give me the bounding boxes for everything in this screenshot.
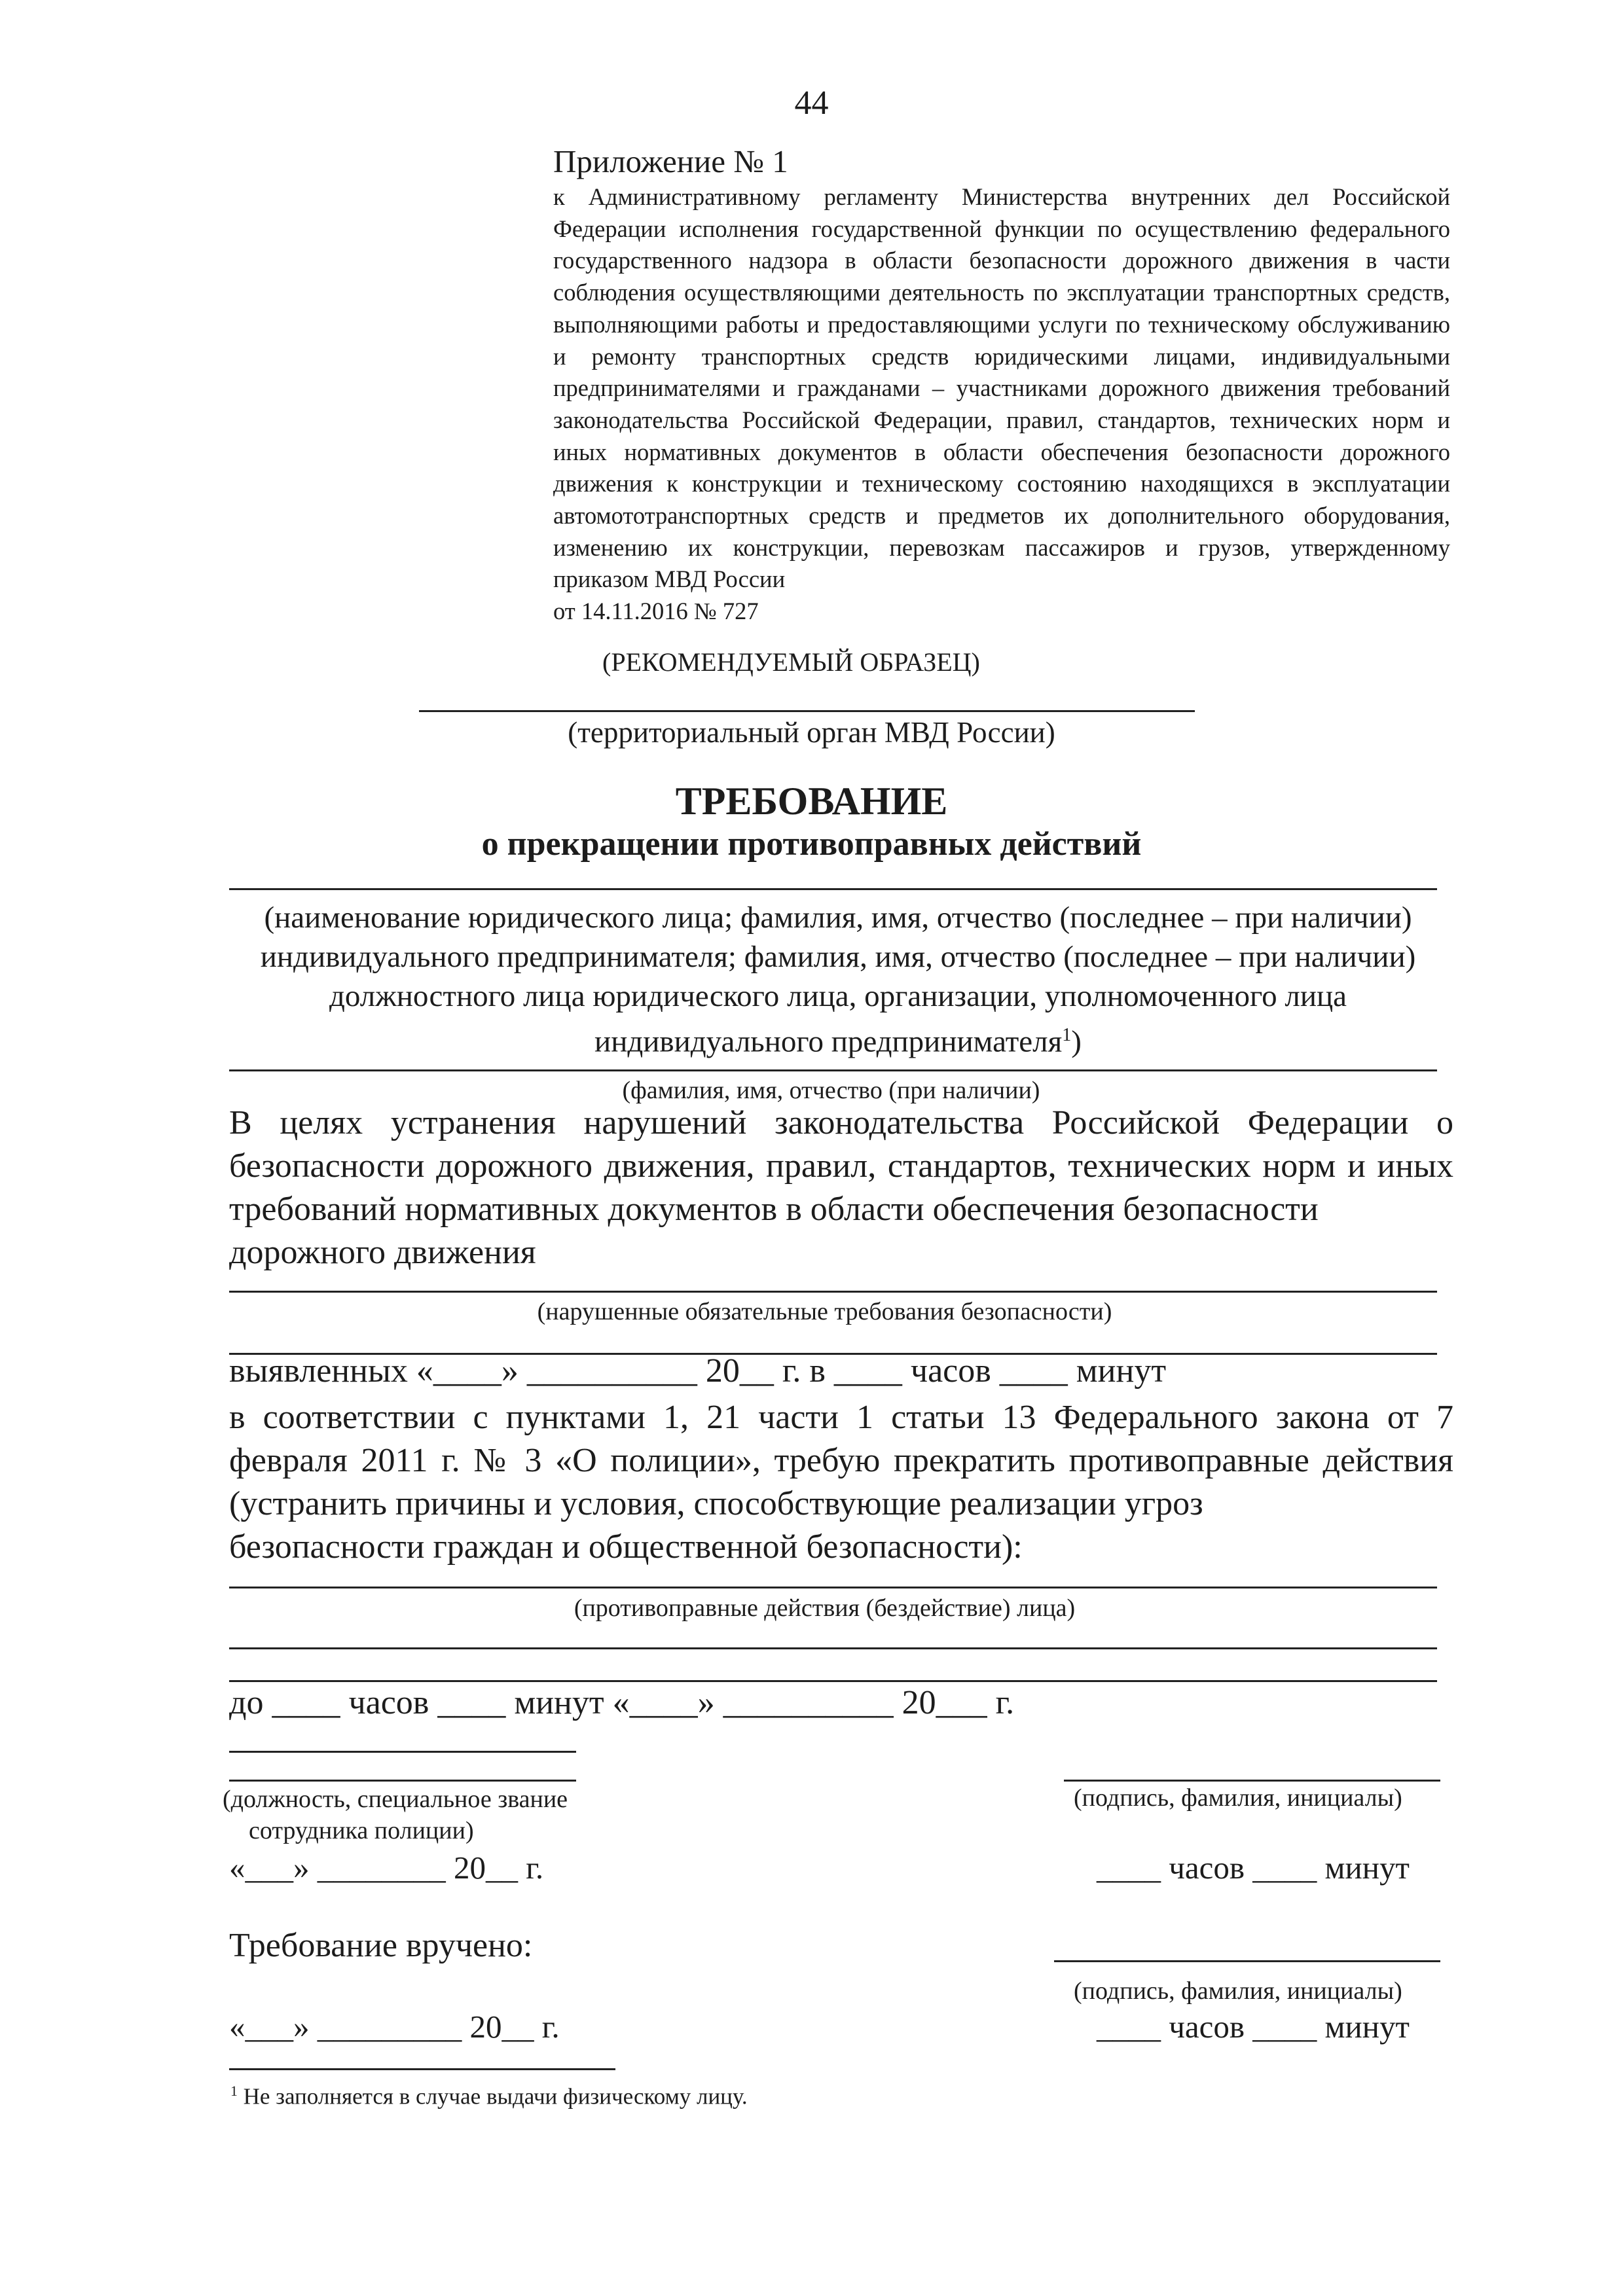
position-caption-line-1: (должность, специальное звание <box>223 1785 568 1813</box>
footnote-mark: 1 <box>230 2083 238 2099</box>
page-number: 44 <box>794 84 829 122</box>
violation-line <box>229 1291 1437 1293</box>
document-subtitle: о прекращении противоправных действий <box>481 825 1142 863</box>
entity-caption-line-3: должностного лица юридического лица, организации, уполномоченного лица <box>329 979 1347 1013</box>
law-paragraph-text: в соответствии с пунктами 1, 21 части 1 статьи 13 Федерального закона от 7 февраля 2011 г. № 3 «О полиции», требую прекратить противоправные действия (устранить причины и условия, способствующие реализации угроз <box>229 1399 1453 1522</box>
position-caption-line-2: сотрудника полиции) <box>249 1817 474 1844</box>
unlawful-extra-line-2 <box>229 1680 1437 1682</box>
footnote-text: Не заполняется в случае выдачи физическому лицу. <box>237 2083 748 2109</box>
law-paragraph <box>229 1396 1453 1569</box>
law-paragraph-last-line: безопасности граждан и общественной безопасности): <box>229 1528 1023 1566</box>
footnote-separator <box>229 2068 615 2070</box>
territorial-organ-caption: (территориальный орган МВД России) <box>568 716 1055 749</box>
officer-signature-caption: (подпись, фамилия, инициалы) <box>1074 1784 1402 1812</box>
recipient-signature-caption: (подпись, фамилия, инициалы) <box>1074 1977 1402 2005</box>
appendix-body <box>553 181 1450 628</box>
entity-name-caption <box>223 898 1453 1062</box>
recipient-date-line: «___» _________ 20__ г. <box>229 2009 560 2045</box>
officer-date-line: «___» ________ 20__ г. <box>229 1850 544 1886</box>
position-line-1 <box>229 1751 576 1753</box>
officer-signature-line <box>1064 1780 1440 1782</box>
recipient-signature-line <box>1054 1960 1440 1962</box>
unlawful-extra-line-1 <box>229 1647 1437 1649</box>
entity-caption-line-1: (наименование юридического лица; фамилия, имя, отчество (последнее – при наличии) <box>264 901 1412 935</box>
detected-date-line: выявленных «____» __________ 20__ г. в ____ часов ____ минут <box>229 1352 1167 1390</box>
fio-line <box>229 1069 1437 1071</box>
officer-time-line: ____ часов ____ минут <box>1097 1850 1410 1886</box>
intro-paragraph-last-line: дорожного движения <box>229 1234 536 1271</box>
violation-caption: (нарушенные обязательные требования безопасности) <box>537 1298 1112 1325</box>
entity-caption-line-2: индивидуального предпринимателя; фамилия, имя, отчество (последнее – при наличии) <box>260 940 1416 974</box>
appendix-order-reference: от 14.11.2016 № 727 <box>553 598 759 625</box>
deadline-line: до ____ часов ____ минут «____» __________ 20___ г. <box>229 1684 1015 1721</box>
position-line-2 <box>229 1780 576 1782</box>
footnote-reference: 1 <box>1062 1025 1072 1045</box>
territorial-organ-line <box>419 710 1195 712</box>
officer-position-caption <box>223 1784 568 1846</box>
footnote <box>230 2083 748 2110</box>
handed-label: Требование вручено: <box>229 1927 533 1964</box>
appendix-title: Приложение № 1 <box>553 143 788 179</box>
unlawful-actions-caption: (противоправные действия (бездействие) лица) <box>574 1594 1076 1622</box>
intro-paragraph <box>229 1102 1453 1274</box>
intro-paragraph-text: В целях устранения нарушений законодательства Российской Федерации о безопасности дорожного движения, правил, стандартов, технических норм и иных требований нормативных документов в области обеспечения безопасности <box>229 1104 1453 1228</box>
fio-caption: (фамилия, имя, отчество (при наличии) <box>622 1077 1040 1104</box>
recommended-sample-label: (РЕКОМЕНДУЕМЫЙ ОБРАЗЕЦ) <box>602 647 980 677</box>
entity-name-line <box>229 888 1437 890</box>
recipient-time-line: ____ часов ____ минут <box>1097 2009 1410 2045</box>
appendix-body-text: к Административному регламенту Министерства внутренних дел Российской Федерации исполнения государственной функции по осуществлению федерального государственного надзора в области безопасности дорожного движения в части соблюдения осуществляющими деятельность по эксплуатации транспортных средств, выполняющими работы и предоставляющими услуги по техническому обслуживанию и ремонту транспортных средств юридическими лицами, индивидуальными предпринимателями и гражданами – участниками дорожного движения требований законодательства Российской Федерации, правил, стандартов, технических норм и иных нормативных документов в области обеспечения безопасности дорожного движения к конструкции и техническому состоянию находящихся в эксплуатации автомототранспортных средств и предметов их дополнительного оборудования, изменению их конструкции, перевозкам пассажиров и грузов, утвержденному приказом МВД России <box>553 183 1450 593</box>
entity-caption-line-4: индивидуального предпринимателя$^1$) <box>594 1024 1082 1059</box>
unlawful-actions-line <box>229 1587 1437 1588</box>
document-title: ТРЕБОВАНИЕ <box>675 780 948 823</box>
